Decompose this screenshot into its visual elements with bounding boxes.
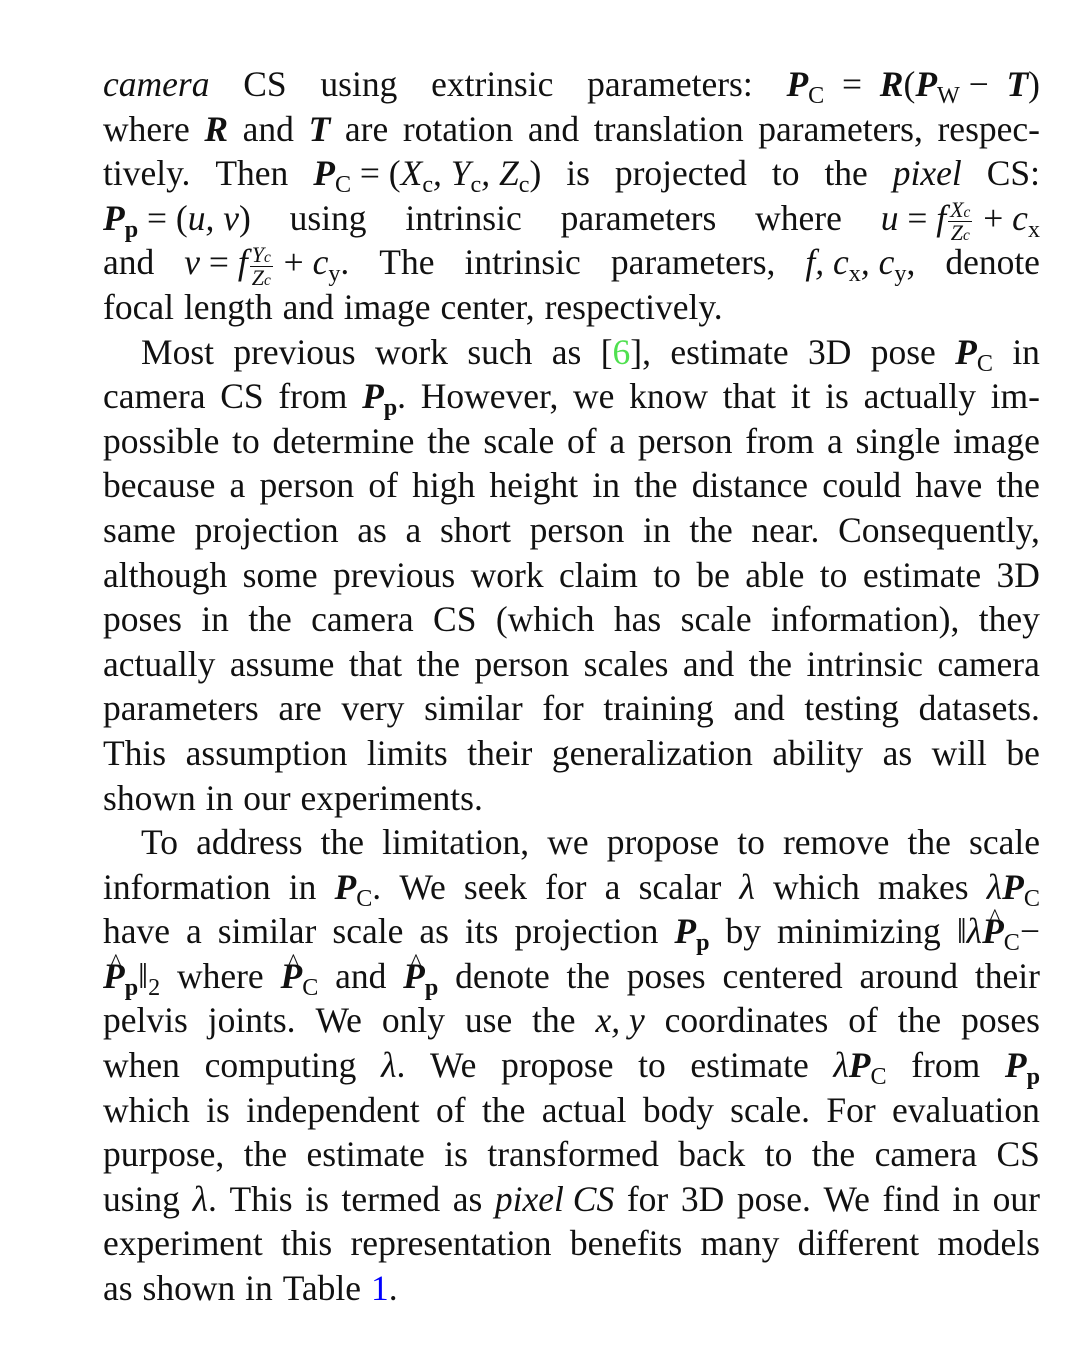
text-line: actually assume that the person scales and the intrinsic camera xyxy=(103,643,1040,684)
text-line: experiment this representation benefits many different models xyxy=(103,1223,1040,1264)
equation-extrinsic: $P_C = R(P_W - T)$ xyxy=(786,64,1040,109)
text-line: poses in the camera CS (which has scale information), they xyxy=(103,599,1040,640)
term-pixel: pixel xyxy=(892,153,962,194)
table-reference-link[interactable]: 1 xyxy=(371,1268,389,1309)
text-line: To address the limitation, we propose to remove the scale xyxy=(141,822,1040,863)
text-line: Most previous work such as [6], estimate 3D pose $P_C$ in xyxy=(141,331,1040,377)
paragraph-camera-projection xyxy=(103,62,1040,330)
text-line: as shown in Table 1. xyxy=(103,1268,398,1309)
text-line: where R and T are rotation and translation parameters, respec- xyxy=(103,108,1040,149)
paragraph-previous-work xyxy=(103,330,1040,821)
text-line: pelvis joints. We only use the x, y coordinates of the poses xyxy=(103,1000,1040,1041)
text-line: information in $P_C$. We seek for a scalar λ which makes $\lambda P_C$ xyxy=(103,866,1040,912)
text-line: because a person of high height in the distance could have the xyxy=(103,465,1040,506)
text-line: possible to determine the scale of a person from a single image xyxy=(103,420,1040,461)
term-camera: camera xyxy=(103,64,210,104)
text-line: purpose, the estimate is transformed back to the camera CS xyxy=(103,1134,1040,1175)
text-line: ^ $Pp‖_2$ where ^ $P_C$ and ^ Pp denote the poses centered around their xyxy=(103,954,1040,999)
text-line: which is independent of the actual body scale. For evaluation xyxy=(103,1089,1040,1130)
text-line: although some previous work claim to be able to estimate 3D xyxy=(103,554,1040,595)
text-line: shown in our experiments. xyxy=(103,777,483,818)
term-pixel-cs: pixel CS xyxy=(494,1178,615,1219)
paragraph-pixel-cs xyxy=(103,820,1040,1311)
text-line: when computing λ. We propose to estimate $\lambda P_C$ from Pp xyxy=(103,1045,1040,1090)
text-line: have a similar scale as its projection Pp by minimizing ‖λ^ $P_C-$ xyxy=(103,909,1040,954)
text-line: same projection as a short person in the near. Consequently, xyxy=(103,509,1040,550)
text-line: and v = f $\frac{Yc}{Zc}$ + $c_y$. The intrinsic parameters, f, $c_x$, $c_y$, denote xyxy=(103,241,1040,290)
text-line: camera CS using extrinsic parameters: $P_C = R(P_W - T)$ xyxy=(103,62,1040,107)
text-line: This assumption limits their generalization ability as will be xyxy=(103,732,1040,773)
text-line: Pp = (u, v) using intrinsic parameters where u = f $\frac{Xc}{Zc}$ + $c_x$ xyxy=(103,197,1040,246)
citation-link[interactable]: 6 xyxy=(612,331,631,372)
text-line: parameters are very similar for training and testing datasets. xyxy=(103,688,1040,729)
text-line: using λ. This is termed as pixel CS for 3D pose. We find in our xyxy=(103,1177,1040,1222)
text-line: camera CS from Pp. However, we know that it is actually im- xyxy=(103,376,1040,421)
text-line: tively. Then $P_C = (X_c$, $Y_c$, $Z_c$) is projected to the pixel CS: xyxy=(103,153,1040,198)
text-line: focal length and image center, respectively. xyxy=(103,286,723,327)
paper-page xyxy=(103,62,1040,1311)
